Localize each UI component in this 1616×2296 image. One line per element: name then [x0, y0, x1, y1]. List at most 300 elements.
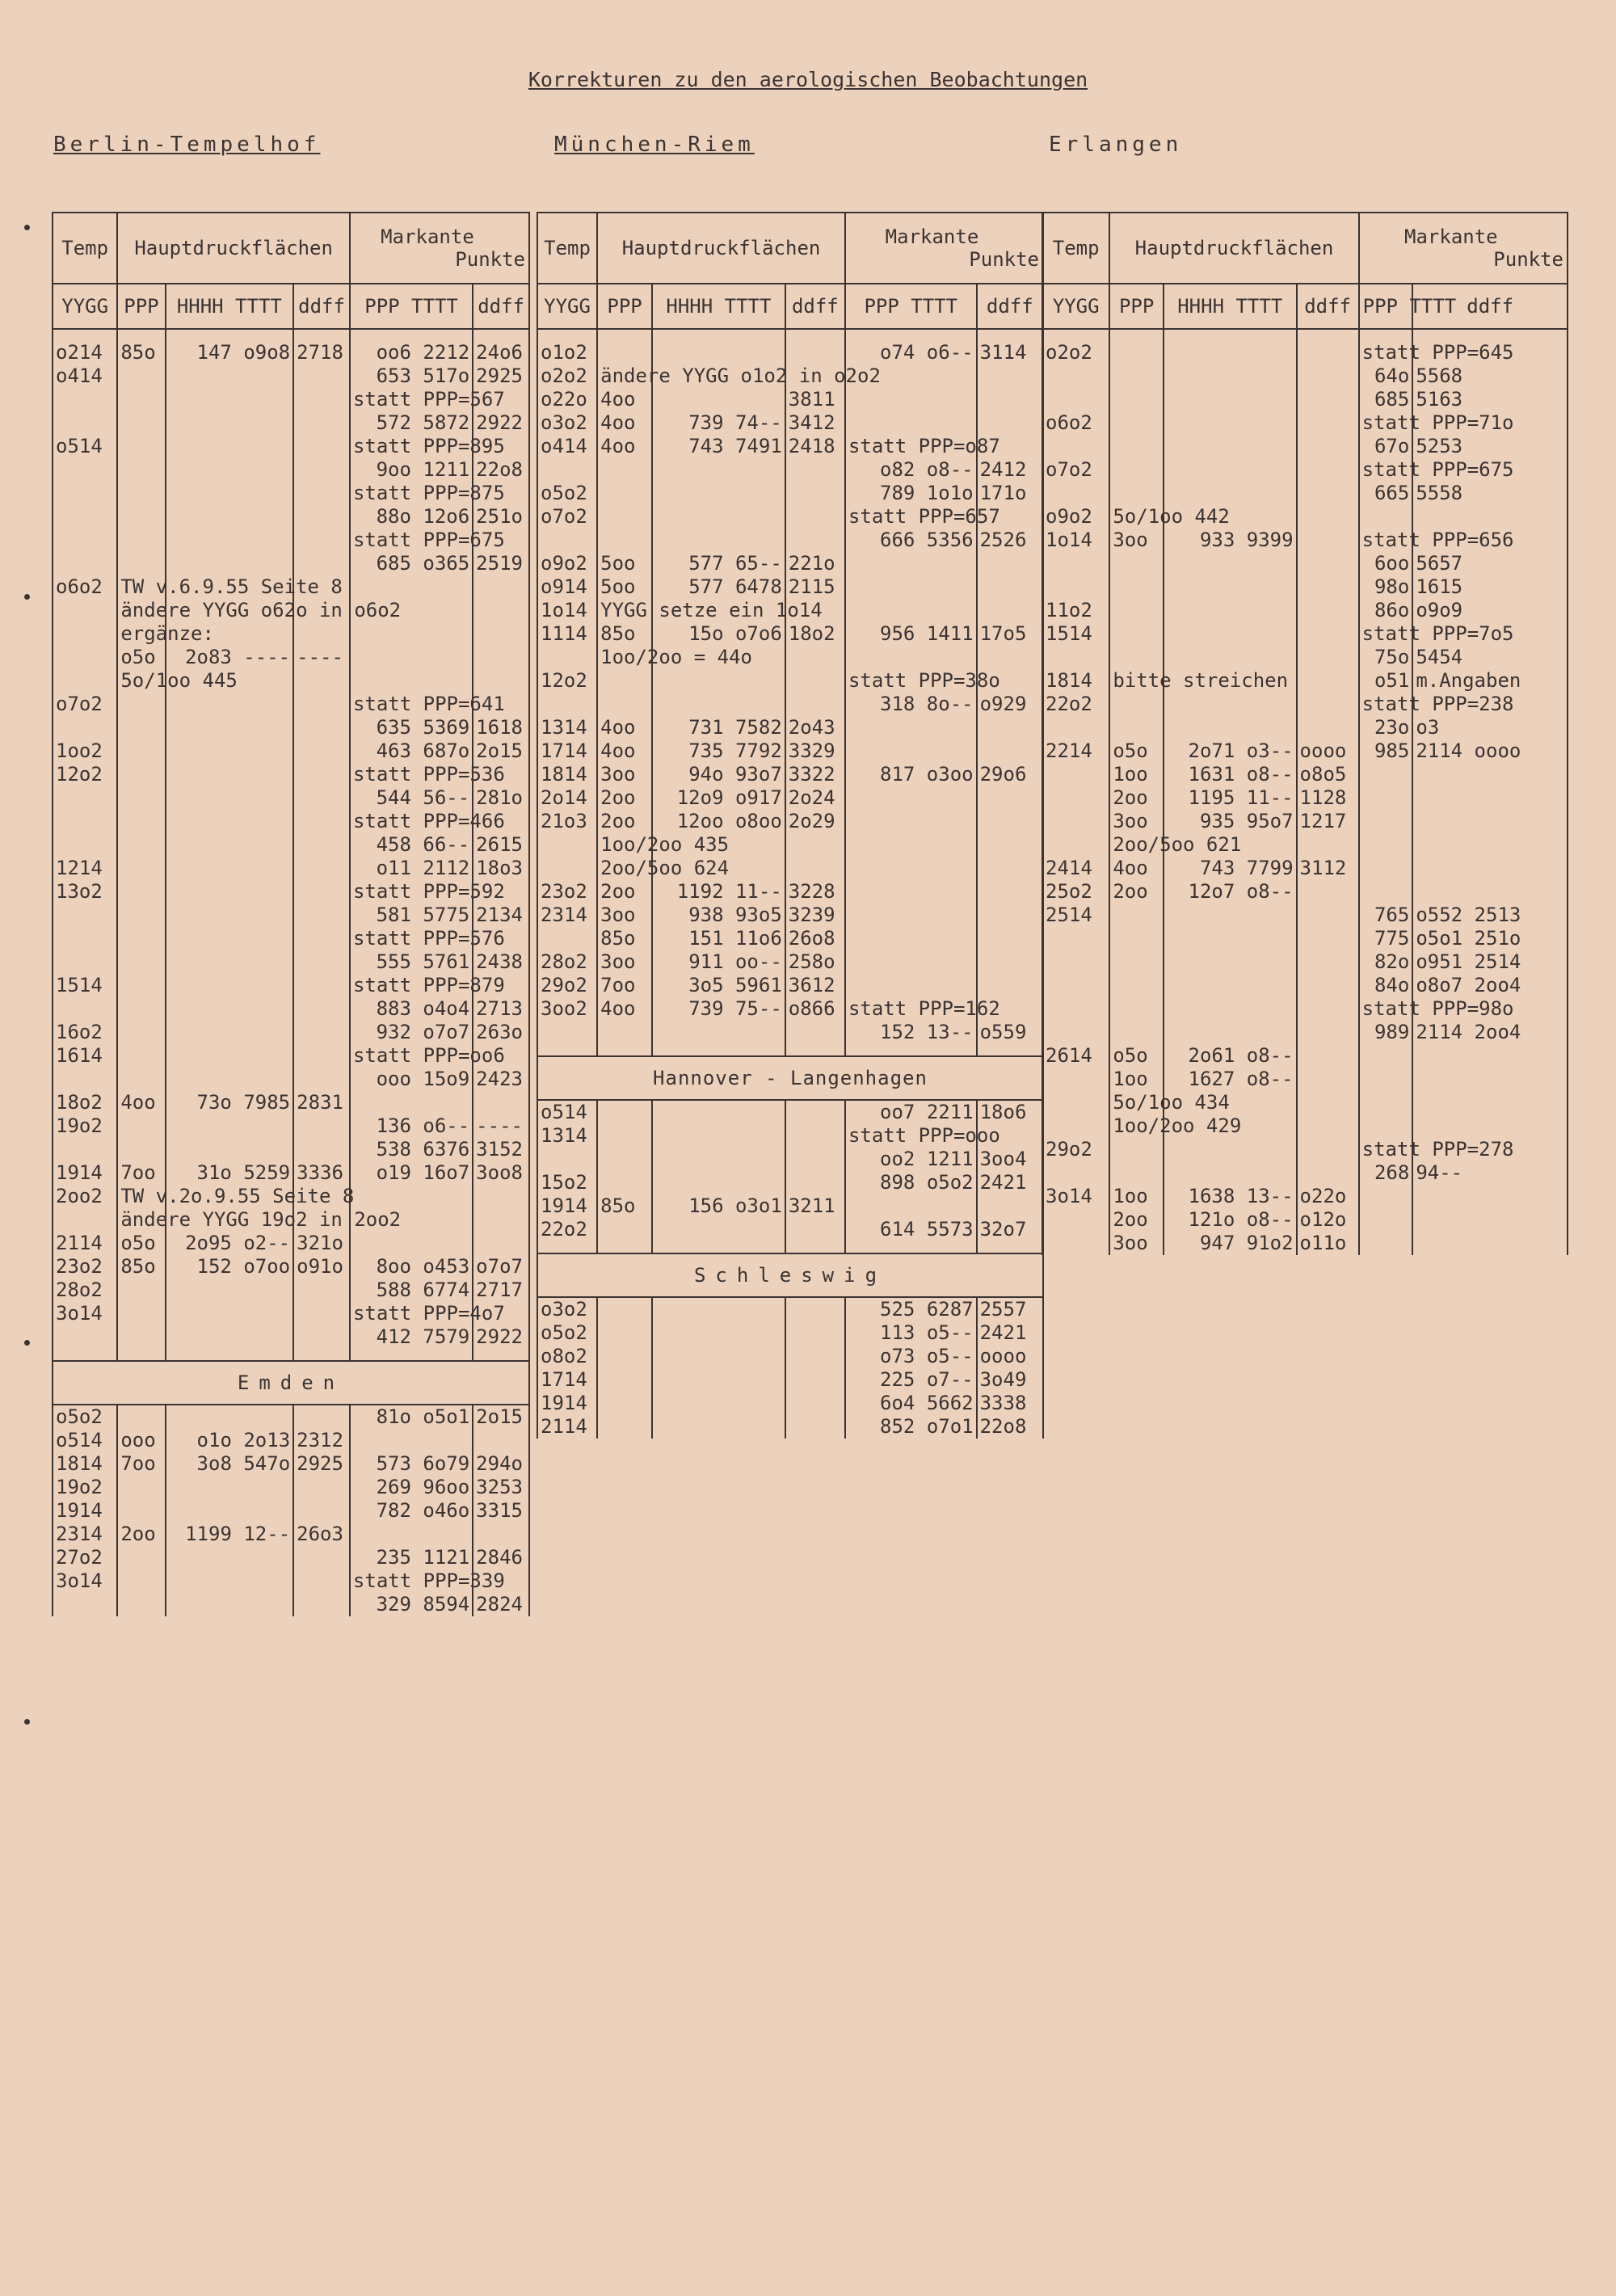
- table-cell: 3152: [473, 1138, 529, 1161]
- table-cell: ändere YYGG o1o2 in o2o2: [597, 364, 652, 388]
- table-cell: [1109, 693, 1164, 716]
- table-cell: [1109, 646, 1164, 669]
- table-cell: 665: [1359, 482, 1413, 505]
- table-cell: ändere YYGG o62o in o6o2: [117, 599, 165, 622]
- table-cell: 329 8594: [350, 1593, 473, 1616]
- table-cell: [166, 763, 294, 786]
- table-cell: [117, 1114, 165, 1138]
- table-cell: [1109, 997, 1164, 1021]
- table-cell: [1109, 388, 1164, 411]
- table-cell: 2412: [977, 458, 1043, 482]
- table-cell: 577 6478: [652, 575, 785, 599]
- table-cell: [166, 833, 294, 857]
- table-cell: 3o8 547o: [166, 1452, 294, 1476]
- table-cell: 2423: [473, 1068, 529, 1091]
- table-cell: 2717: [473, 1279, 529, 1302]
- table-cell: o11 2112: [350, 857, 473, 880]
- table-row: [53, 927, 529, 950]
- table-cell: 1o14: [1042, 529, 1109, 552]
- table-cell: 1615: [1412, 575, 1568, 599]
- table-cell: 82o: [1359, 950, 1413, 974]
- table-cell: [1042, 1114, 1109, 1138]
- table-cell: [977, 716, 1043, 739]
- table-row: [537, 1415, 1043, 1439]
- table-cell: 938 93o5: [652, 904, 785, 927]
- table-cell: 1714: [537, 739, 597, 763]
- table-cell: [977, 646, 1043, 669]
- table-cell: [977, 411, 1043, 435]
- table-cell: [1412, 763, 1568, 786]
- table-cell: [1164, 1161, 1297, 1185]
- table-cell: [1042, 1021, 1109, 1044]
- table-cell: [1109, 1161, 1164, 1185]
- table-cell: 85o: [117, 341, 165, 364]
- table-cell: [473, 1429, 529, 1452]
- table-row: [537, 1194, 1043, 1218]
- table-cell: o1o 2o13: [166, 1429, 294, 1452]
- table-cell: 2oo: [1109, 786, 1164, 810]
- data-table-muenchen: [537, 212, 1044, 1055]
- table-cell: 581 5775: [350, 904, 473, 927]
- table-row: [537, 997, 1043, 1021]
- table-cell: [53, 1208, 117, 1232]
- table-row: [537, 950, 1043, 974]
- table-cell: 7oo: [117, 1452, 165, 1476]
- table-cell: [785, 1368, 845, 1392]
- table-row: [537, 1298, 1043, 1321]
- table-row: [53, 388, 529, 411]
- data-table-schleswig: [537, 1298, 1044, 1439]
- table-row: [53, 646, 529, 669]
- table-cell: o866: [785, 997, 845, 1021]
- table-cell: 22o2: [537, 1218, 597, 1241]
- table-cell: [53, 1138, 117, 1161]
- table-cell: [1042, 435, 1109, 458]
- panel-erlangen: [1042, 212, 1568, 1255]
- table-cell: [1359, 1091, 1413, 1114]
- table-row: [537, 1368, 1043, 1392]
- table-cell: 2oo2: [53, 1185, 117, 1208]
- table-cell: [1164, 950, 1297, 974]
- table-cell: [977, 833, 1043, 857]
- table-cell: o214: [53, 341, 117, 364]
- table-row: [53, 341, 529, 364]
- table-cell: [117, 1546, 165, 1569]
- header-ppp: PPP: [1109, 284, 1164, 329]
- table-cell: [117, 1021, 165, 1044]
- table-cell: 2114: [53, 1232, 117, 1255]
- table-cell: 3oo: [1109, 810, 1164, 833]
- table-cell: 2831: [293, 1091, 350, 1114]
- table-row: [53, 575, 529, 599]
- table-cell: o2o2: [537, 364, 597, 388]
- table-cell: o5o2: [537, 1321, 597, 1345]
- table-row: [537, 974, 1043, 997]
- table-row: [537, 669, 1043, 693]
- table-cell: o7o7: [473, 1255, 529, 1279]
- table-cell: 22o2: [1042, 693, 1109, 716]
- table-cell: [1412, 786, 1568, 810]
- table-cell: 9oo 1211: [350, 458, 473, 482]
- table-cell: 2oo: [117, 1523, 165, 1546]
- table-cell: oo7 2211: [845, 1101, 977, 1124]
- table-cell: 2oo: [597, 880, 652, 904]
- table-cell: 2925: [473, 364, 529, 388]
- table-cell: [652, 669, 785, 693]
- table-cell: statt PPP=7o5: [1359, 622, 1413, 646]
- table-cell: 412 7579: [350, 1325, 473, 1349]
- table-cell: [1297, 1161, 1359, 1185]
- table-cell: 3oo: [597, 950, 652, 974]
- table-cell: 2o29: [785, 810, 845, 833]
- table-cell: 84o: [1359, 974, 1413, 997]
- table-row: [53, 880, 529, 904]
- table-cell: 2114 2oo4: [1412, 1021, 1568, 1044]
- table-cell: [166, 1044, 294, 1068]
- table-cell: [1359, 833, 1413, 857]
- table-row: [53, 1255, 529, 1279]
- header-temp: Temp: [537, 213, 597, 284]
- table-cell: [1297, 927, 1359, 950]
- table-cell: 2oo: [1109, 880, 1164, 904]
- table-row: [1042, 693, 1568, 716]
- table-cell: [1109, 364, 1164, 388]
- table-cell: [845, 857, 977, 880]
- header-yygg: YYGG: [53, 284, 117, 329]
- table-cell: [1109, 716, 1164, 739]
- table-row: [537, 364, 1043, 388]
- table-cell: [597, 1021, 652, 1044]
- table-cell: [652, 1148, 785, 1171]
- table-cell: [166, 739, 294, 763]
- table-cell: [652, 1345, 785, 1368]
- table-cell: [117, 1279, 165, 1302]
- table-row: [537, 927, 1043, 950]
- table-cell: [166, 716, 294, 739]
- table-cell: 555 5761: [350, 950, 473, 974]
- table-row: [537, 1171, 1043, 1194]
- table-cell: 3811: [785, 388, 845, 411]
- table-cell: 1oo: [1109, 1068, 1164, 1091]
- table-cell: [293, 1302, 350, 1325]
- table-cell: [845, 786, 977, 810]
- table-cell: statt PPP=4o7: [350, 1302, 473, 1325]
- table-cell: 2418: [785, 435, 845, 458]
- table-cell: [597, 1321, 652, 1345]
- table-cell: 685: [1359, 388, 1413, 411]
- table-cell: o514: [53, 435, 117, 458]
- table-row: [1042, 622, 1568, 646]
- table-cell: 5o/1oo 445: [117, 669, 165, 693]
- table-cell: [350, 669, 473, 693]
- table-cell: [53, 1068, 117, 1091]
- table-row: [1042, 739, 1568, 763]
- table-cell: o5o: [1109, 1044, 1164, 1068]
- table-cell: 3oo2: [537, 997, 597, 1021]
- table-cell: [652, 482, 785, 505]
- data-table-berlin: [52, 212, 530, 1360]
- table-cell: [166, 880, 294, 904]
- table-cell: [1297, 529, 1359, 552]
- table-cell: 147 o9o8: [166, 341, 294, 364]
- table-cell: [1042, 364, 1109, 388]
- table-cell: [1042, 1161, 1109, 1185]
- table-row: [53, 1232, 529, 1255]
- table-cell: 2o15: [473, 1405, 529, 1429]
- table-cell: 85o: [597, 1194, 652, 1218]
- table-cell: [166, 857, 294, 880]
- table-cell: [293, 857, 350, 880]
- table-cell: [166, 1499, 294, 1523]
- table-cell: [117, 716, 165, 739]
- table-cell: [293, 364, 350, 388]
- table-cell: [293, 552, 350, 575]
- table-cell: 588 6774: [350, 1279, 473, 1302]
- table-cell: 5o/1oo 442: [1109, 505, 1164, 529]
- table-row: [53, 974, 529, 997]
- table-cell: [652, 1218, 785, 1241]
- table-cell: [293, 950, 350, 974]
- table-cell: [293, 1044, 350, 1068]
- header-yygg: YYGG: [1042, 284, 1109, 329]
- table-cell: [652, 1101, 785, 1124]
- table-cell: [117, 1593, 165, 1616]
- table-cell: 3336: [293, 1161, 350, 1185]
- table-cell: [845, 833, 977, 857]
- table-cell: 635 5369: [350, 716, 473, 739]
- table-cell: [1109, 458, 1164, 482]
- table-cell: [293, 833, 350, 857]
- table-row: [1042, 552, 1568, 575]
- table-cell: [293, 529, 350, 552]
- table-cell: [293, 739, 350, 763]
- table-cell: 4oo: [597, 411, 652, 435]
- table-cell: 2oo: [1109, 1208, 1164, 1232]
- table-row: [53, 1569, 529, 1593]
- table-row: [53, 529, 529, 552]
- table-cell: oooo: [977, 1345, 1043, 1368]
- table-cell: [117, 435, 165, 458]
- table-row: [537, 1124, 1043, 1148]
- table-row: [537, 622, 1043, 646]
- table-cell: [1042, 552, 1109, 575]
- table-cell: 666 5356: [845, 529, 977, 552]
- table-cell: [977, 388, 1043, 411]
- table-cell: o9o9: [1412, 599, 1568, 622]
- table-cell: [166, 810, 294, 833]
- table-cell: [117, 529, 165, 552]
- table-row: [537, 1321, 1043, 1345]
- table-cell: 2846: [473, 1546, 529, 1569]
- table-cell: [1164, 599, 1297, 622]
- table-cell: [1297, 716, 1359, 739]
- table-cell: 3oo: [1109, 529, 1164, 552]
- table-cell: statt PPP=879: [350, 974, 473, 997]
- table-cell: 1oo/2oo = 44o: [597, 646, 652, 669]
- table-cell: [53, 716, 117, 739]
- table-cell: 85o: [597, 927, 652, 950]
- table-cell: 225 o7--: [845, 1368, 977, 1392]
- table-cell: 23o: [1359, 716, 1413, 739]
- table-cell: o7o2: [1042, 458, 1109, 482]
- table-cell: [652, 388, 785, 411]
- table-row: [1042, 1161, 1568, 1185]
- table-cell: 898 o5o2: [845, 1171, 977, 1194]
- table-cell: YYGG setze ein 1o14: [597, 599, 652, 622]
- table-row: [53, 364, 529, 388]
- table-cell: [117, 1325, 165, 1349]
- table-cell: [597, 505, 652, 529]
- table-cell: 947 91o2: [1164, 1232, 1297, 1255]
- table-cell: 1914: [53, 1499, 117, 1523]
- table-cell: [293, 1405, 350, 1429]
- table-cell: TW v.2o.9.55 Seite 8: [117, 1185, 165, 1208]
- table-cell: 32o7: [977, 1218, 1043, 1241]
- table-cell: [166, 1138, 294, 1161]
- table-row: [1042, 880, 1568, 904]
- table-cell: 4oo: [117, 1091, 165, 1114]
- table-cell: [53, 810, 117, 833]
- table-cell: 463 687o: [350, 739, 473, 763]
- table-cell: [977, 786, 1043, 810]
- table-cell: [293, 1476, 350, 1499]
- table-cell: [53, 599, 117, 622]
- table-cell: 4oo: [597, 716, 652, 739]
- table-cell: [845, 575, 977, 599]
- table-cell: [1297, 646, 1359, 669]
- table-cell: [1164, 341, 1297, 364]
- table-cell: o5o2: [537, 482, 597, 505]
- table-row: [1042, 505, 1568, 529]
- table-cell: [166, 997, 294, 1021]
- table-cell: [350, 646, 473, 669]
- table-cell: 5568: [1412, 364, 1568, 388]
- table-cell: [53, 904, 117, 927]
- table-cell: [166, 1476, 294, 1499]
- table-row: [53, 669, 529, 693]
- table-cell: o8o7 2oo4: [1412, 974, 1568, 997]
- table-row: [1042, 575, 1568, 599]
- table-cell: [166, 529, 294, 552]
- table-cell: [597, 1298, 652, 1321]
- table-cell: 2922: [473, 1325, 529, 1349]
- table-cell: [785, 341, 845, 364]
- header-ppp-tttt: PPP TTTT: [350, 284, 473, 329]
- table-cell: [1042, 646, 1109, 669]
- table-cell: [1109, 435, 1164, 458]
- table-row: [537, 411, 1043, 435]
- table-cell: [977, 904, 1043, 927]
- table-cell: ooo: [117, 1429, 165, 1452]
- table-cell: [293, 411, 350, 435]
- table-cell: o514: [53, 1429, 117, 1452]
- table-cell: [845, 810, 977, 833]
- table-cell: 1oo/2oo 429: [1109, 1114, 1164, 1138]
- table-cell: 985: [1359, 739, 1413, 763]
- table-cell: [652, 1415, 785, 1439]
- table-cell: 18o3: [473, 857, 529, 880]
- table-cell: 577 65--: [652, 552, 785, 575]
- table-cell: 653 517o: [350, 364, 473, 388]
- table-cell: [1297, 411, 1359, 435]
- table-row: [1042, 482, 1568, 505]
- table-cell: 1199 12--: [166, 1523, 294, 1546]
- table-row: [537, 786, 1043, 810]
- table-cell: o559: [977, 1021, 1043, 1044]
- table-cell: [53, 950, 117, 974]
- table-cell: [117, 1499, 165, 1523]
- table-cell: [597, 482, 652, 505]
- table-cell: [53, 1325, 117, 1349]
- table-cell: o2o2: [1042, 341, 1109, 364]
- table-cell: 4oo: [1109, 857, 1164, 880]
- header-hhhh-tttt: HHHH TTTT: [652, 284, 785, 329]
- table-row: [53, 1138, 529, 1161]
- table-cell: 2414: [1042, 857, 1109, 880]
- table-cell: 739 74--: [652, 411, 785, 435]
- table-cell: [537, 458, 597, 482]
- table-cell: [1359, 763, 1413, 786]
- table-cell: 1314: [537, 716, 597, 739]
- table-cell: o9o2: [537, 552, 597, 575]
- table-row: [53, 810, 529, 833]
- table-cell: 932 o7o7: [350, 1021, 473, 1044]
- table-row: [537, 552, 1043, 575]
- table-cell: [350, 1232, 473, 1255]
- table-cell: [293, 693, 350, 716]
- table-cell: [652, 1368, 785, 1392]
- table-cell: 789 1o1o: [845, 482, 977, 505]
- table-cell: [53, 411, 117, 435]
- table-row: [1042, 599, 1568, 622]
- table-cell: ooo 15o9: [350, 1068, 473, 1091]
- header-hauptdruckflaechen: Hauptdruckflächen: [1109, 213, 1358, 284]
- table-cell: [597, 693, 652, 716]
- punch-hole-mark: [24, 1340, 30, 1346]
- table-cell: statt PPP=875: [350, 482, 473, 505]
- table-cell: [977, 857, 1043, 880]
- table-cell: statt PPP=o87: [845, 435, 977, 458]
- table-cell: [597, 1218, 652, 1241]
- table-cell: [1297, 505, 1359, 529]
- table-cell: [1164, 575, 1297, 599]
- table-cell: [1042, 833, 1109, 857]
- table-cell: [293, 1499, 350, 1523]
- table-cell: 5657: [1412, 552, 1568, 575]
- table-cell: 1631 o8--: [1164, 763, 1297, 786]
- table-cell: [1359, 1232, 1413, 1255]
- table-cell: 22o8: [473, 458, 529, 482]
- table-cell: o22o: [1297, 1185, 1359, 1208]
- table-cell: [166, 482, 294, 505]
- table-cell: [293, 669, 350, 693]
- table-cell: 685 o365: [350, 552, 473, 575]
- table-cell: 318 8o--: [845, 693, 977, 716]
- table-cell: [597, 1148, 652, 1171]
- table-cell: statt PPP=641: [350, 693, 473, 716]
- table-cell: 281o: [473, 786, 529, 810]
- table-cell: [977, 880, 1043, 904]
- table-cell: o7o2: [53, 693, 117, 716]
- table-cell: [977, 739, 1043, 763]
- table-row: [53, 1021, 529, 1044]
- table-cell: 3114: [977, 341, 1043, 364]
- table-cell: 23o2: [53, 1255, 117, 1279]
- table-cell: o7o2: [537, 505, 597, 529]
- table-cell: o6o2: [53, 575, 117, 599]
- table-row: [1042, 997, 1568, 1021]
- table-cell: statt PPP=656: [1359, 529, 1413, 552]
